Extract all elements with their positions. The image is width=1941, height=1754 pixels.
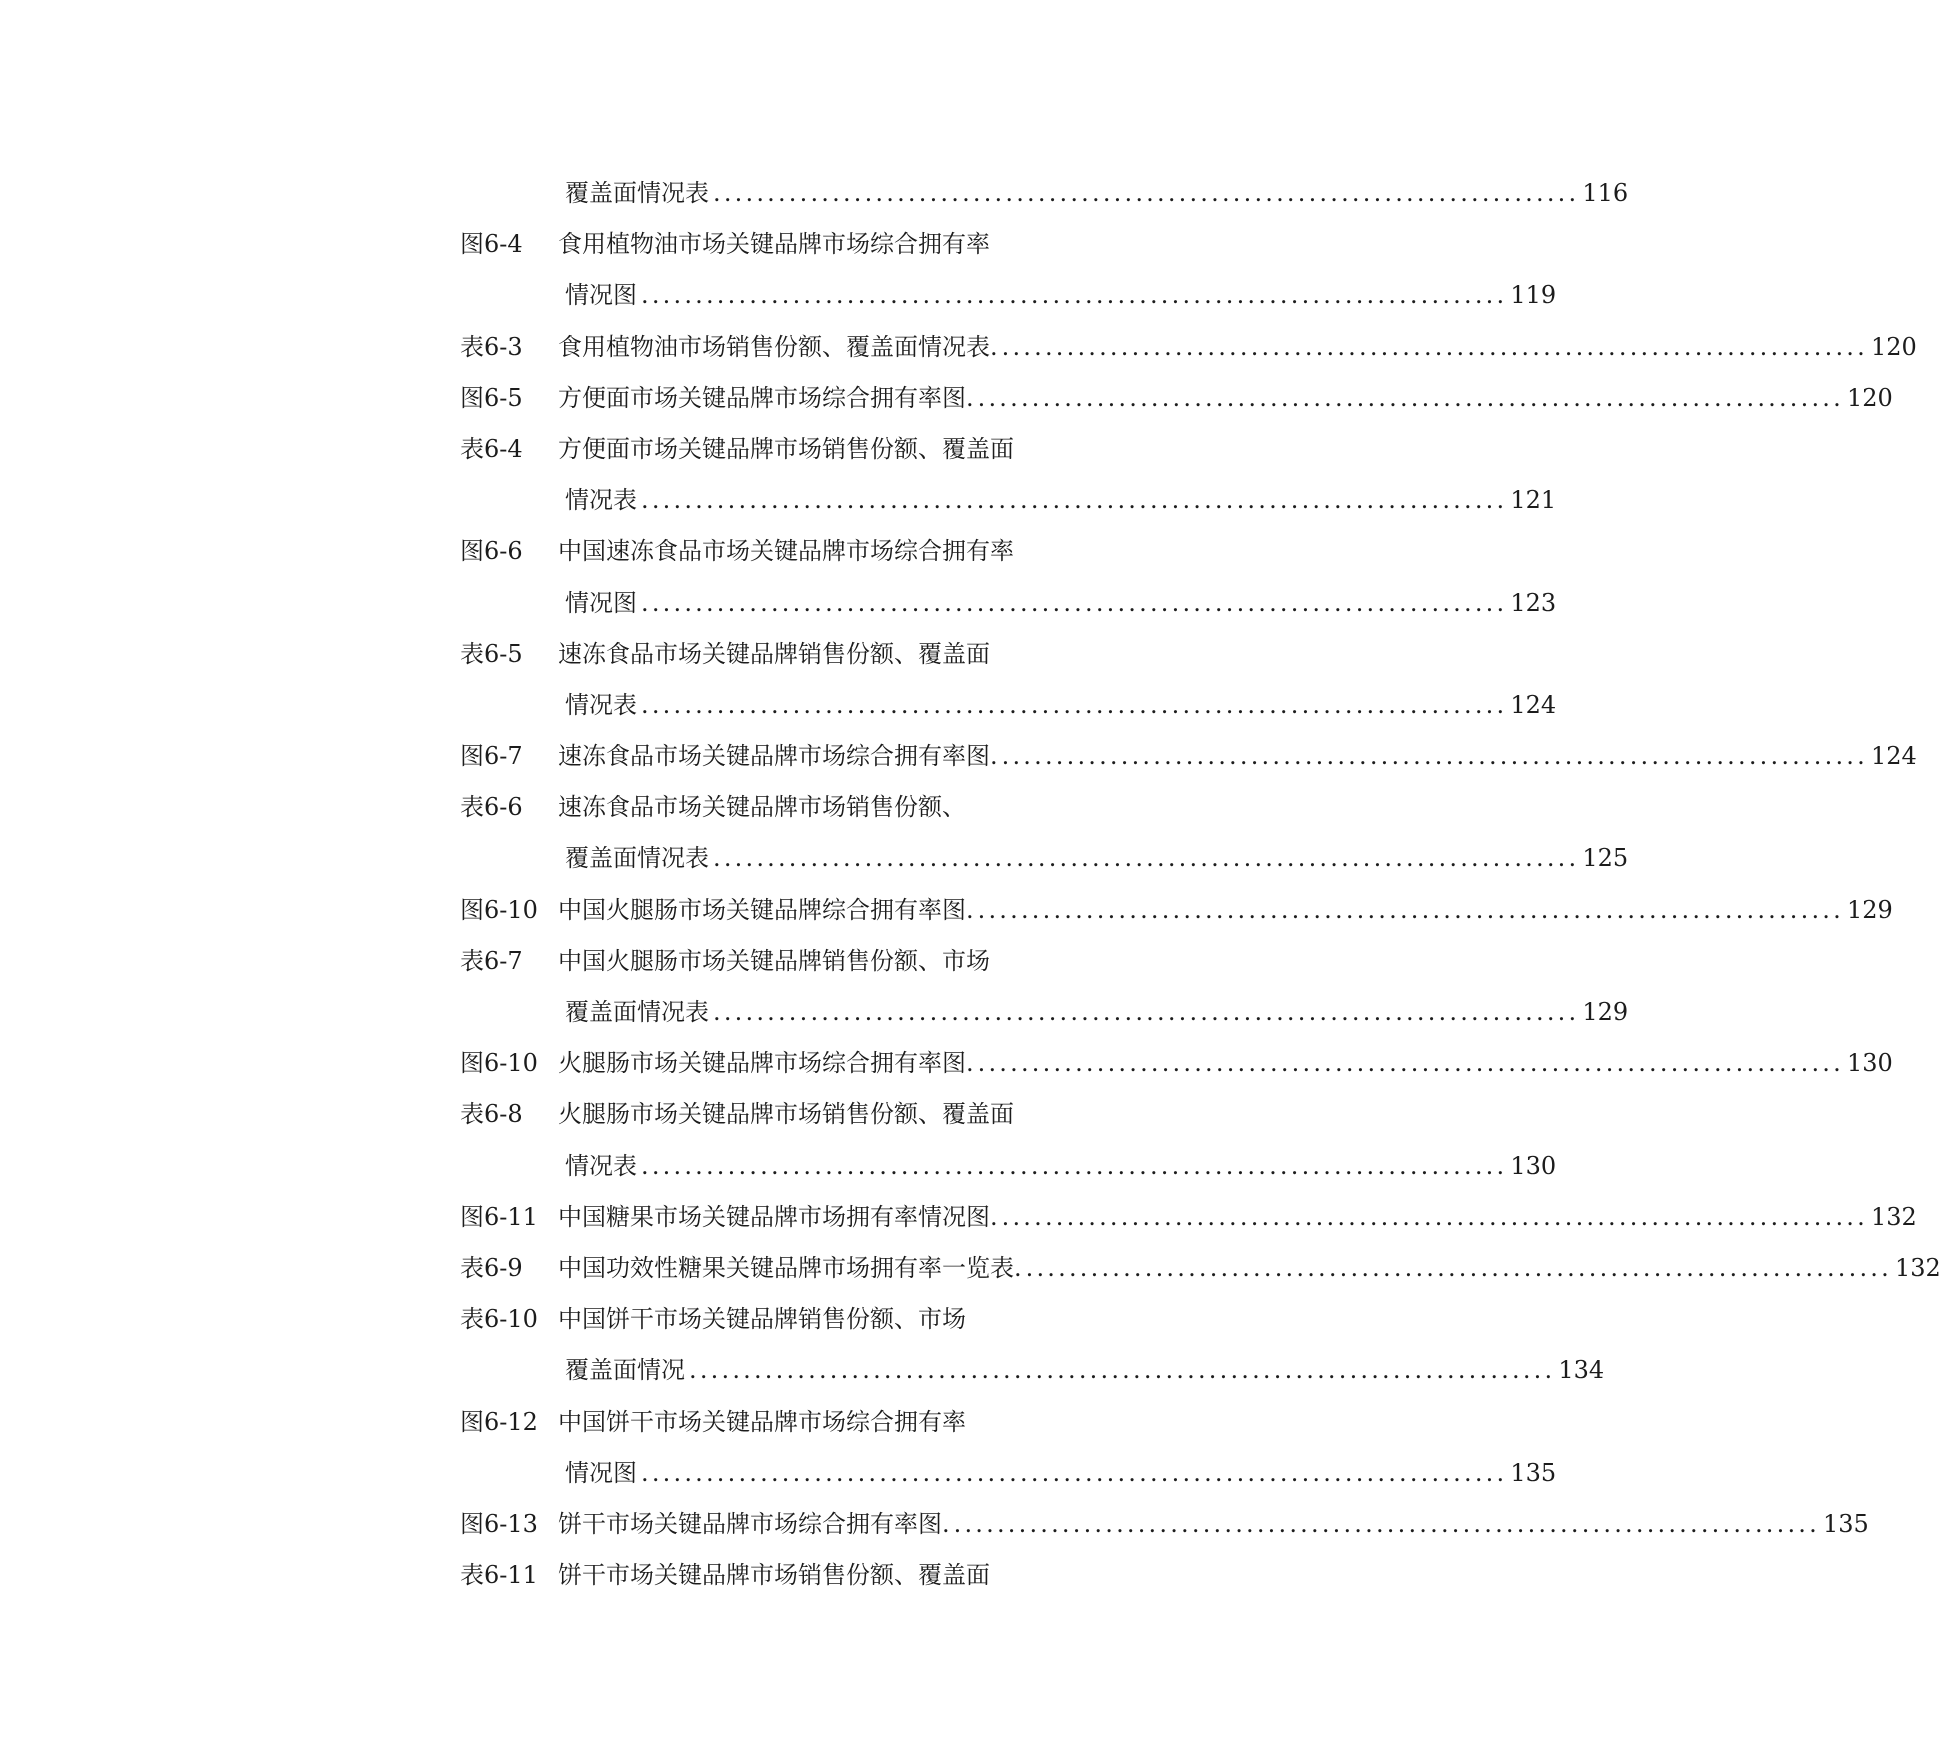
toc-entry-title: 中国饼干市场关键品牌销售份额、市场 xyxy=(558,1305,966,1334)
toc-entry-title: 方便面市场关键品牌市场销售份额、覆盖面 xyxy=(558,434,1014,463)
toc-entry-page: 116 xyxy=(1579,168,1628,219)
toc-entry-page: 132 xyxy=(1892,1243,1941,1294)
dot-leader: ................................................................................ xyxy=(713,179,1580,207)
toc-entry-line xyxy=(0,1038,1893,1089)
dot-leader: ................................................................................ xyxy=(713,998,1580,1026)
toc-entry-title: 方便面市场关键品牌市场综合拥有率图. xyxy=(558,373,978,424)
toc-entry-page: 129 xyxy=(1579,987,1628,1038)
toc-entry-page: 119 xyxy=(1507,270,1556,321)
toc-entry-title: 情况图 xyxy=(565,578,641,629)
toc-entry-title: 情况表 xyxy=(565,680,641,731)
toc-entry-title-with-page xyxy=(558,1499,1869,1550)
toc-entry-page: 124 xyxy=(1507,680,1556,731)
toc-entry-label: 表6-7 xyxy=(460,946,523,975)
toc-entry-title: 中国火腿肠市场关键品牌综合拥有率图. xyxy=(558,885,978,936)
toc-entry-title-with-page xyxy=(565,987,1629,1038)
dot-leader: ................................................................................ xyxy=(977,1049,1844,1078)
toc-entry-line xyxy=(0,1141,1557,1192)
toc-entry-title: 速冻食品市场关键品牌销售份额、覆盖面 xyxy=(558,639,990,668)
dot-leader: ................................................................................ xyxy=(641,588,1508,617)
toc-entry-label: 图6-7 xyxy=(460,742,523,771)
toc-entry-line xyxy=(0,475,1557,526)
toc-entry-line xyxy=(0,833,1629,884)
toc-entry-page: 135 xyxy=(1507,1448,1556,1499)
toc-entry-line xyxy=(0,1550,1241,1601)
dot-leader: ................................................................................ xyxy=(953,1509,1820,1538)
toc-entry-page: 130 xyxy=(1507,1141,1556,1192)
toc-entry-line xyxy=(0,629,1241,680)
dot-leader: ................................................................................ xyxy=(689,1356,1556,1385)
toc-entry-line xyxy=(0,219,1241,270)
toc-entry-title-with-page xyxy=(558,1038,1893,1089)
toc-entry-line xyxy=(0,680,1557,731)
dot-leader: ................................................................................ xyxy=(1025,1253,1892,1282)
toc-entry-title: 覆盖面情况 xyxy=(565,1345,689,1396)
toc-entry-line xyxy=(0,373,1893,424)
toc-entry-title: 中国饼干市场关键品牌市场综合拥有率 xyxy=(558,1407,966,1436)
toc-entry-line xyxy=(0,1345,1605,1396)
toc-entry-title: 情况表 xyxy=(565,1141,641,1192)
toc-entry-line xyxy=(0,936,1241,987)
toc-entry-line xyxy=(0,322,1917,373)
toc-entry-title: 火腿肠市场关键品牌市场销售份额、覆盖面 xyxy=(558,1100,1014,1129)
toc-entry-line xyxy=(0,731,1917,782)
toc-entry-line xyxy=(0,526,1241,577)
toc-entry-label: 图6-10 xyxy=(460,1049,538,1078)
toc-entry-label: 表6-3 xyxy=(460,332,523,361)
toc-entry-title: 覆盖面情况表 xyxy=(565,987,713,1038)
toc-entry-label: 表6-10 xyxy=(460,1305,538,1334)
toc-entry-title: 情况图 xyxy=(565,270,641,321)
toc-entry-label: 图6-12 xyxy=(460,1407,538,1436)
toc-entry-title: 覆盖面情况表 xyxy=(565,833,713,884)
toc-entry-page: 124 xyxy=(1868,731,1917,782)
toc-entry-label: 图6-13 xyxy=(460,1509,538,1538)
toc-entry-title-with-page xyxy=(558,1243,1941,1294)
dot-leader: ................................................................................ xyxy=(713,844,1580,873)
toc-entry-page: 135 xyxy=(1820,1499,1869,1550)
toc-entry-page: 123 xyxy=(1507,578,1556,629)
toc-entry-title: 食用植物油市场销售份额、覆盖面情况表. xyxy=(558,322,1002,373)
toc-entry-title: 中国火腿肠市场关键品牌销售份额、市场 xyxy=(558,946,990,975)
toc-entry-label: 表6-5 xyxy=(460,639,523,668)
toc-entry-title: 覆盖面情况表 xyxy=(565,168,713,219)
dot-leader: ................................................................................ xyxy=(641,281,1508,310)
toc-entry-title-with-page xyxy=(558,885,1893,936)
dot-leader: ................................................................................ xyxy=(641,690,1508,719)
toc-entry-title: 饼干市场关键品牌市场销售份额、覆盖面 xyxy=(558,1561,990,1590)
toc-entry-label: 表6-4 xyxy=(460,434,523,463)
toc-entry-title-with-page xyxy=(558,373,1893,424)
toc-entry-title-with-page xyxy=(565,1345,1605,1396)
toc-entry-title: 情况表 xyxy=(565,475,641,526)
toc-entry-title-with-page xyxy=(565,1141,1557,1192)
toc-entry-label: 表6-8 xyxy=(460,1100,523,1129)
toc-entry-label: 表6-11 xyxy=(460,1561,538,1590)
toc-entry-title-with-page xyxy=(565,270,1557,321)
toc-entry-page: 132 xyxy=(1868,1192,1917,1243)
toc-entry-line xyxy=(0,782,1241,833)
toc-entry-page: 125 xyxy=(1579,833,1628,884)
toc-entry-page: 130 xyxy=(1844,1038,1893,1089)
toc-entry-label: 图6-10 xyxy=(460,895,538,924)
toc-entry-line xyxy=(0,1294,1241,1345)
toc-entry-label: 图6-5 xyxy=(460,383,523,412)
dot-leader: ................................................................................ xyxy=(1001,742,1868,771)
toc-entry-page: 134 xyxy=(1555,1345,1604,1396)
toc-entry-page: 121 xyxy=(1507,475,1556,526)
toc-entry-title: 食用植物油市场关键品牌市场综合拥有率 xyxy=(558,230,990,259)
toc-entry-page: 120 xyxy=(1868,322,1917,373)
toc-entry-line xyxy=(0,424,1241,475)
toc-entry-title: 火腿肠市场关键品牌市场综合拥有率图. xyxy=(558,1038,978,1089)
toc-entry-page: 129 xyxy=(1844,885,1893,936)
toc-entry-line xyxy=(0,1448,1557,1499)
toc-entry-line xyxy=(0,885,1893,936)
toc-entry-line xyxy=(0,1089,1241,1140)
dot-leader: ................................................................................ xyxy=(641,486,1508,515)
toc-entry-title: 中国速冻食品市场关键品牌市场综合拥有率 xyxy=(558,537,1014,566)
toc-entry-title: 速冻食品市场关键品牌市场销售份额、 xyxy=(558,793,966,822)
toc-entry-line xyxy=(0,1243,1941,1294)
toc-entry-title-with-page xyxy=(558,1192,1917,1243)
toc-entry-title-with-page xyxy=(558,731,1917,782)
toc-entry-title-with-page xyxy=(565,1448,1557,1499)
table-of-figures xyxy=(0,168,1941,1601)
toc-entry-line xyxy=(0,168,1629,219)
toc-entry-title: 情况图 xyxy=(565,1448,641,1499)
dot-leader: ................................................................................ xyxy=(641,1151,1508,1180)
toc-entry-line xyxy=(0,1397,1241,1448)
toc-entry-label: 图6-6 xyxy=(460,537,523,566)
toc-entry-title: 中国糖果市场关键品牌市场拥有率情况图. xyxy=(558,1192,1002,1243)
toc-entry-page: 120 xyxy=(1844,373,1893,424)
dot-leader: ................................................................................ xyxy=(977,895,1844,924)
dot-leader: ................................................................................ xyxy=(641,1458,1508,1487)
toc-entry-label: 图6-11 xyxy=(460,1202,538,1231)
toc-entry-label: 表6-9 xyxy=(460,1253,523,1282)
toc-entry-label: 表6-6 xyxy=(460,793,523,822)
toc-entry-line xyxy=(0,1499,1869,1550)
toc-entry-title-with-page xyxy=(565,578,1557,629)
dot-leader: ................................................................................ xyxy=(1001,332,1868,361)
toc-entry-title: 速冻食品市场关键品牌市场综合拥有率图. xyxy=(558,731,1002,782)
toc-entry-title-with-page xyxy=(565,833,1629,884)
toc-entry-label: 图6-4 xyxy=(460,230,523,259)
toc-entry-title: 饼干市场关键品牌市场综合拥有率图. xyxy=(558,1499,954,1550)
toc-entry-title: 中国功效性糖果关键品牌市场拥有率一览表. xyxy=(558,1243,1026,1294)
dot-leader: ................................................................................ xyxy=(1001,1202,1868,1231)
toc-entry-title-with-page xyxy=(558,322,1917,373)
toc-entry-line xyxy=(0,270,1557,321)
toc-entry-title-with-page xyxy=(565,680,1557,731)
toc-entry-title-with-page xyxy=(565,168,1629,219)
toc-entry-line xyxy=(0,578,1557,629)
dot-leader: ................................................................................ xyxy=(977,383,1844,412)
toc-entry-line xyxy=(0,1192,1917,1243)
toc-entry-line xyxy=(0,987,1629,1038)
toc-entry-title-with-page xyxy=(565,475,1557,526)
